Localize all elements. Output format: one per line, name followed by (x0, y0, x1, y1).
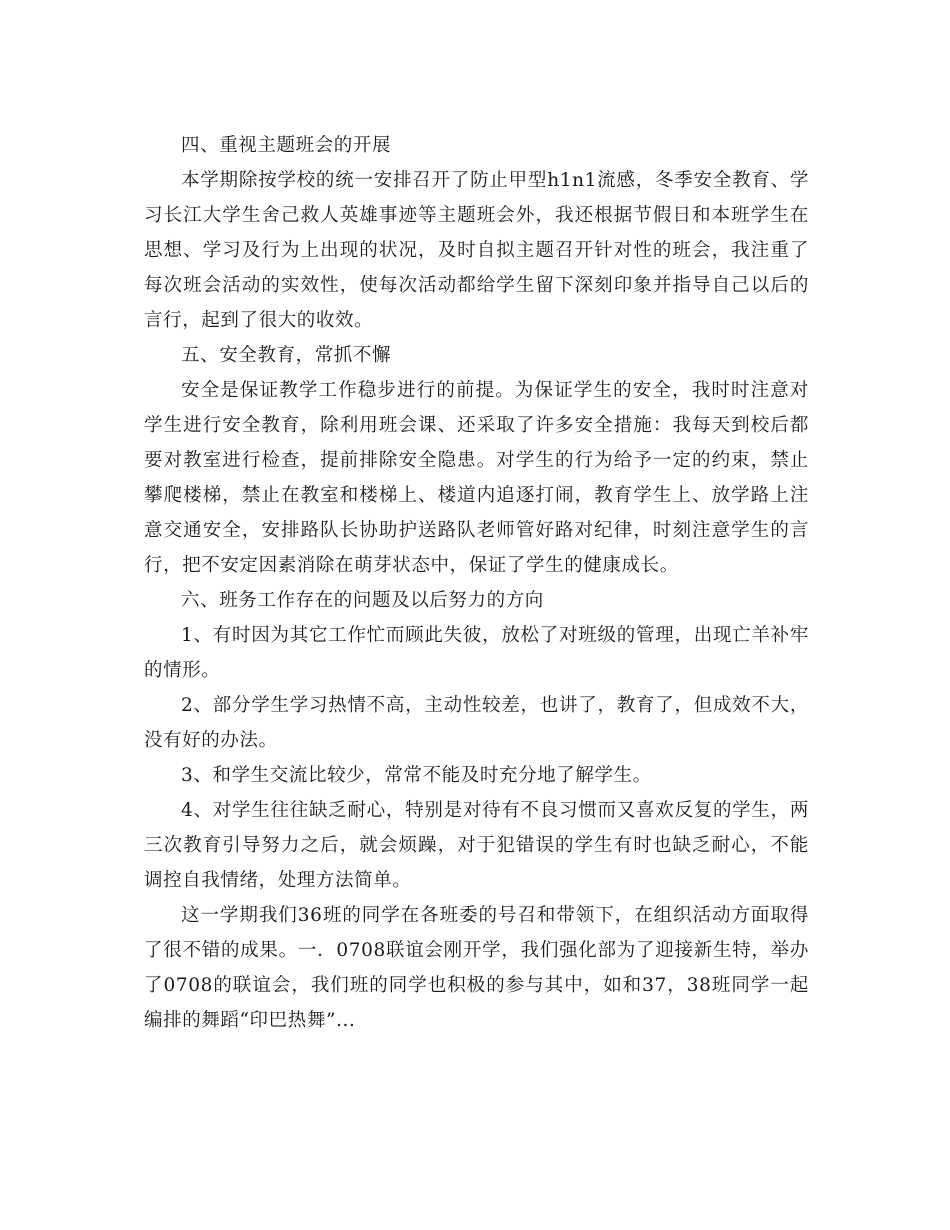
paragraph-class-activities: 这一学期我们36班的同学在各班委的号召和带领下，在组织活动方面取得了很不错的成果。一．0708联谊会刚开学，我们强化部为了迎接新生特，举办了0708的联谊会，我们班的同学也积极的参与其中，如和37，38班同学一起编排的舞蹈“印巴热舞”... (144, 905, 809, 1031)
list-item-problem-1: 1、有时因为其它工作忙而顾此失彼，放松了对班级的管理，出现亡羊补牢的情形。 (144, 625, 809, 681)
document-body (144, 128, 809, 1038)
list-item-problem-3: 3、和学生交流比较少，常常不能及时充分地了解学生。 (181, 765, 652, 786)
heading-theme-class-meetings: 四、重视主题班会的开展 (181, 135, 392, 156)
list-item-problem-2: 2、部分学生学习热情不高，主动性较差，也讲了，教育了，但成效不大，没有好的办法。 (144, 695, 809, 751)
paragraph-theme-class-meetings: 本学期除按学校的统一安排召开了防止甲型h1n1流感，冬季安全教育、学习长江大学生舍己救人英雄事迹等主题班会外，我还根据节假日和本班学生在思想、学习及行为上出现的状况，及时自拟主题召开针对性的班会，我注重了每次班会活动的实效性，使每次活动都给学生留下深刻印象并指导自己以后的言行，起到了很大的收效。 (144, 170, 809, 331)
list-item-problem-4: 4、对学生往往缺乏耐心，特别是对待有不良习惯而又喜欢反复的学生，两三次教育引导努力之后，就会烦躁，对于犯错误的学生有时也缺乏耐心，不能调控自我情绪，处理方法简单。 (144, 800, 809, 891)
heading-safety-education: 五、安全教育，常抓不懈 (181, 345, 392, 366)
paragraph-safety-education: 安全是保证教学工作稳步进行的前提。为保证学生的安全，我时时注意对学生进行安全教育，除利用班会课、还采取了许多安全措施：我每天到校后都要对教室进行检查，提前排除安全隐患。对学生的行为给予一定的约束，禁止攀爬楼梯，禁止在教室和楼梯上、楼道内追逐打闹，教育学生上、放学路上注意交通安全，安排路队长协助护送路队老师管好路对纪律，时刻注意学生的言行，把不安定因素消除在萌芽状态中，保证了学生的健康成长。 (144, 380, 809, 576)
heading-problems-and-direction: 六、班务工作存在的问题及以后努力的方向 (181, 590, 544, 611)
